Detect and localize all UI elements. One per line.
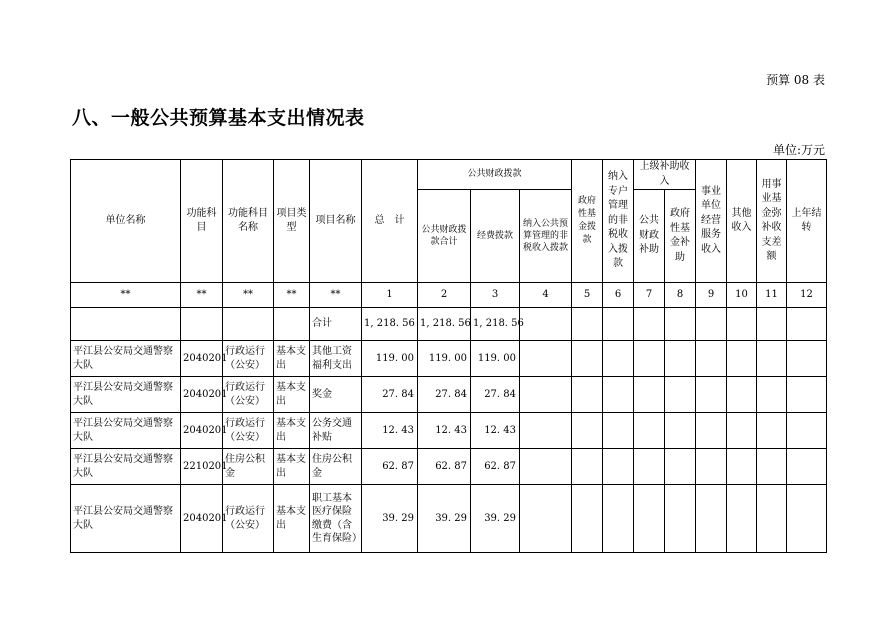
unit-name-cell: 平江县公安局交通警察大队 [71,449,181,485]
public-total-cell: 119. 00 [418,341,471,377]
col-carryover: 上年结转 [787,160,827,283]
func-name-cell: 住房公积金 [223,449,274,485]
proj-name-cell: 住房公积金 [310,449,362,485]
funds-cell: 39. 29 [471,485,520,553]
proj-type-cell: 基本支出 [274,341,310,377]
index-cell: 9 [696,283,727,308]
table-row [71,377,827,413]
index-cell: 5 [572,283,603,308]
index-cell: ** [181,283,223,308]
col-proj-type: 项目类型 [274,160,310,283]
funds-cell: 12. 43 [471,413,520,449]
index-cell: 7 [634,283,665,308]
total-cell: 62. 87 [362,449,418,485]
index-cell: 2 [418,283,471,308]
public-total-cell: 39. 29 [418,485,471,553]
col-nontax-alloc: 纳入公共预算管理的非税收入拨款 [520,190,572,283]
index-cell: 11 [757,283,787,308]
func-name-cell: 行政运行（公安） [223,413,274,449]
table-row [71,485,827,553]
index-cell: 6 [603,283,634,308]
public-total-cell: 12. 43 [418,413,471,449]
col-public-subsidy: 公共财政补助 [634,190,665,283]
func-code-cell: 2040201 [181,341,223,377]
funds-cell: 62. 87 [471,449,520,485]
index-cell: ** [71,283,181,308]
index-cell: 3 [471,283,520,308]
col-gov-fund-subsidy: 政府性基金补助 [665,190,696,283]
index-cell: ** [274,283,310,308]
table-row [71,341,827,377]
total-row [71,308,827,341]
col-other-income: 其他收入 [727,160,757,283]
unit-name-cell: 平江县公安局交通警察大队 [71,341,181,377]
col-gov-fund: 政府性基金拨款 [572,160,603,283]
col-public-fiscal-total: 公共财政拨款合计 [418,190,471,283]
total-funds-alloc: 1, 218. 56 [471,308,520,341]
proj-name-cell: 奖金 [310,377,362,413]
total-cell: 119. 00 [362,341,418,377]
page-title: 八、一般公共预算基本支出情况表 [72,107,365,129]
public-total-cell: 27. 84 [418,377,471,413]
form-number: 预算 08 表 [766,73,825,87]
total-cell: 39. 29 [362,485,418,553]
proj-type-cell: 基本支出 [274,485,310,553]
col-business-income: 事业单位经营服务收入 [696,160,727,283]
col-unit-name: 单位名称 [71,160,181,283]
total-amount: 1, 218. 56 [362,308,418,341]
table-row [71,449,827,485]
proj-type-cell: 基本支出 [274,377,310,413]
header-row-1 [71,160,827,190]
table-row [71,413,827,449]
unit-name-cell: 平江县公安局交通警察大队 [71,413,181,449]
index-cell: 10 [727,283,757,308]
funds-cell: 27. 84 [471,377,520,413]
index-cell: ** [310,283,362,308]
func-code-cell: 2040201 [181,413,223,449]
func-name-cell: 行政运行（公安） [223,377,274,413]
proj-name-cell: 公务交通补贴 [310,413,362,449]
func-name-cell: 行政运行（公安） [223,341,274,377]
budget-table [70,159,827,553]
unit-name-cell: 平江县公安局交通警察大队 [71,485,181,553]
col-special-nontax: 纳入专户管理的非税收入拨款 [603,160,634,283]
total-cell: 27. 84 [362,377,418,413]
total-label: 合计 [310,308,362,341]
func-name-cell: 行政运行（公安） [223,485,274,553]
index-cell: 12 [787,283,827,308]
unit-name-cell: 平江县公安局交通警察大队 [71,377,181,413]
col-fund-makeup: 用事业基金弥补收支差额 [757,160,787,283]
total-cell: 12. 43 [362,413,418,449]
index-cell: 1 [362,283,418,308]
col-proj-name: 项目名称 [310,160,362,283]
proj-name-cell: 其他工资福利支出 [310,341,362,377]
col-func-code: 功能科目 [181,160,223,283]
unit-label: 单位:万元 [772,143,825,157]
col-func-name: 功能科目名称 [223,160,274,283]
proj-name-cell: 职工基本医疗保险缴费（含生育保险） [310,485,362,553]
col-total: 总 计 [362,160,418,283]
col-group-superior-subsidy: 上级补助收入 [634,160,696,190]
func-code-cell: 2040201 [181,485,223,553]
func-code-cell: 2040201 [181,377,223,413]
func-code-cell: 2210201 [181,449,223,485]
index-cell: ** [223,283,274,308]
total-public-fiscal: 1, 218. 56 [418,308,471,341]
index-row [71,283,827,308]
index-cell: 4 [520,283,572,308]
index-cell: 8 [665,283,696,308]
proj-type-cell: 基本支出 [274,449,310,485]
proj-type-cell: 基本支出 [274,413,310,449]
public-total-cell: 62. 87 [418,449,471,485]
col-funds-alloc: 经费拨款 [471,190,520,283]
funds-cell: 119. 00 [471,341,520,377]
col-group-public-fiscal: 公共财政拨款 [418,160,572,190]
